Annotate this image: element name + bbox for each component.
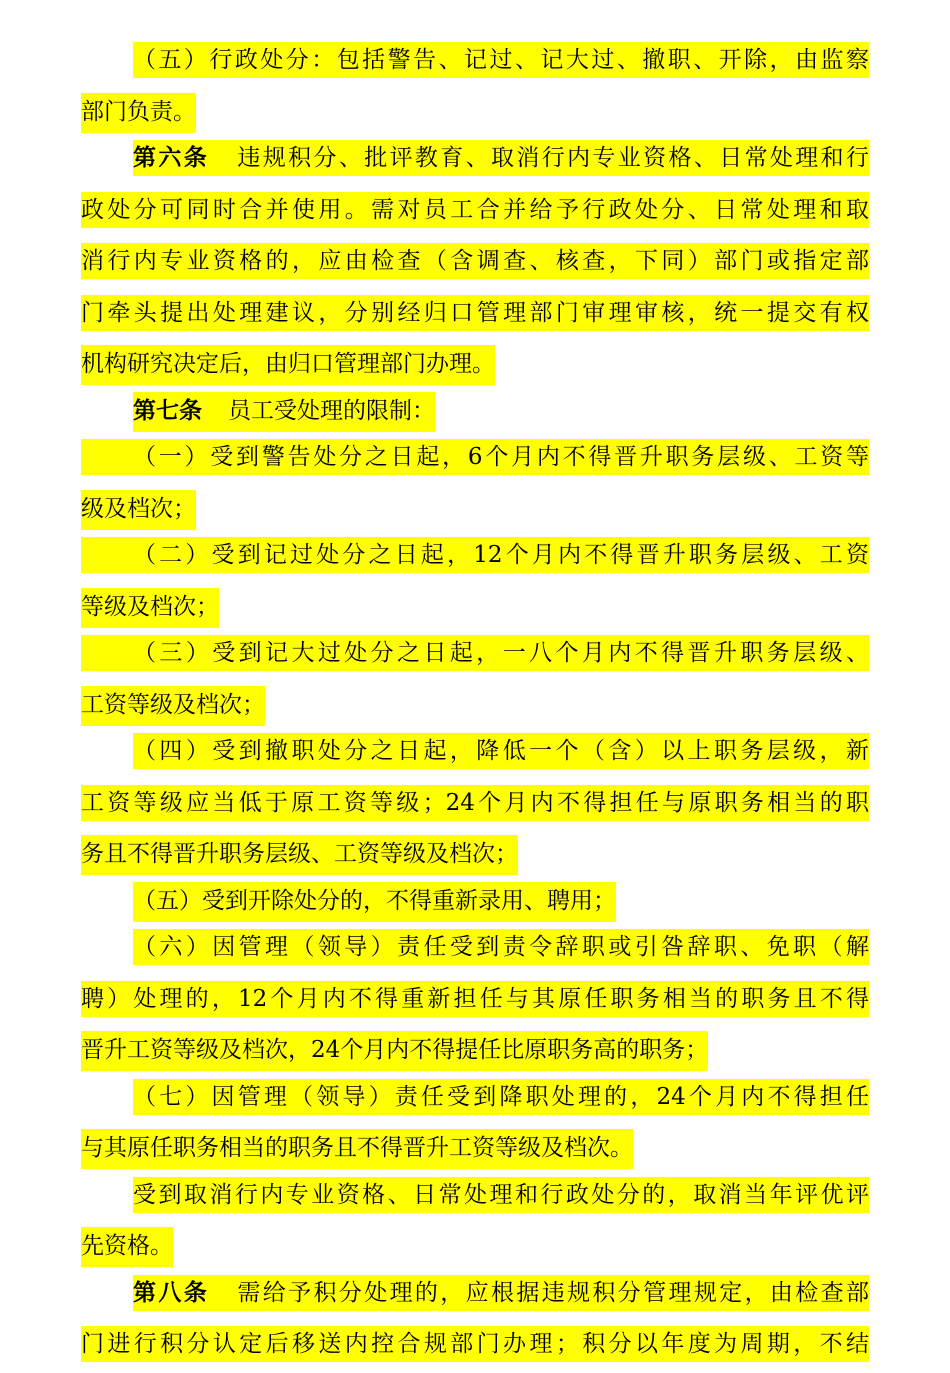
- paragraph-line: [81, 243, 869, 290]
- line-text: 门进行积分认定后移送内控合规部门办理；积分以年度为周期，不结: [81, 1326, 869, 1362]
- line-text: （三）受到记大过处分之日起，一八个月内不得晋升职务层级、: [81, 635, 869, 671]
- paragraph-line: [81, 537, 869, 584]
- line-text: 违规积分、批评教育、取消行内专业资格、日常处理和行: [235, 145, 870, 171]
- line-text: （五）行政处分：包括警告、记过、记大过、撤职、开除，由监察: [133, 42, 869, 78]
- line-text: 先资格。: [81, 1227, 173, 1267]
- paragraph-line: [81, 1326, 869, 1373]
- paragraph-line: [81, 785, 869, 832]
- line-text: 务且不得晋升职务层级、工资等级及档次；: [81, 835, 518, 875]
- paragraph-line: [81, 486, 869, 533]
- line-text: 工资等级应当低于原工资等级；24个月内不得担任与原职务相当的职: [81, 785, 869, 821]
- line-text: 工资等级及档次；: [81, 686, 265, 726]
- article-heading-line: [81, 1275, 869, 1322]
- paragraph-line: [81, 439, 869, 486]
- paragraph-line: [81, 733, 869, 780]
- line-text: 门牵头提出处理建议，分别经归口管理部门审理审核，统一提交有权: [81, 295, 869, 331]
- line-text: 等级及档次；: [81, 588, 219, 628]
- paragraph-line: [81, 341, 869, 388]
- paragraph-line: [81, 89, 869, 136]
- article-heading-line: [81, 388, 869, 435]
- line-text: 员工受处理的限制：: [228, 397, 435, 424]
- paragraph-line: [81, 295, 869, 342]
- line-text: 机构研究决定后，由归口管理部门办理。: [81, 345, 495, 385]
- paragraph-line: [81, 1223, 869, 1270]
- line-text: 部门负责。: [81, 93, 196, 133]
- paragraph-line: [81, 635, 869, 682]
- paragraph-line: [81, 1027, 869, 1074]
- article-number: 第七条: [133, 396, 202, 424]
- paragraph-line: [81, 1177, 869, 1224]
- line-text: （二）受到记过处分之日起，12个月内不得晋升职务层级、工资: [81, 537, 869, 573]
- line-text: 消行内专业资格的，应由检查（含调查、核查，下同）部门或指定部: [81, 243, 869, 279]
- line-text: 晋升工资等级及档次，24个月内不得提任比原职务高的职务；: [81, 1031, 708, 1071]
- line-text: 与其原任职务相当的职务且不得晋升工资等级及档次。: [81, 1129, 633, 1169]
- line-text: （一）受到警告处分之日起，6个月内不得晋升职务层级、工资等: [81, 439, 869, 475]
- paragraph-line: [81, 929, 869, 976]
- line-text: （六）因管理（领导）责任受到责令辞职或引咎辞职、免职（解: [133, 929, 869, 965]
- paragraph-line: [81, 192, 869, 239]
- article-number: 第八条: [133, 1278, 210, 1306]
- paragraph-line: [81, 584, 869, 631]
- article-heading-line: [81, 140, 869, 187]
- line-text: 级及档次；: [81, 490, 196, 530]
- paragraph-line: [81, 1079, 869, 1126]
- line-text: 需给予积分处理的，应根据违规积分管理规定，由检查部: [235, 1279, 870, 1306]
- line-text: （五）受到开除处分的，不得重新录用、聘用；: [133, 882, 616, 922]
- article-number: 第六条: [133, 144, 210, 171]
- paragraph-line: [81, 878, 869, 925]
- paragraph-line: [81, 1125, 869, 1172]
- paragraph-line: [81, 682, 869, 729]
- line-text: 聘）处理的，12个月内不得重新担任与其原任职务相当的职务且不得: [81, 981, 869, 1017]
- line-text: 政处分可同时合并使用。需对员工合并给予行政处分、日常处理和取: [81, 192, 869, 228]
- paragraph-line: [81, 981, 869, 1028]
- paragraph-line: [81, 831, 869, 878]
- document-page: [81, 37, 869, 1373]
- line-text: 受到取消行内专业资格、日常处理和行政处分的，取消当年评优评: [133, 1177, 869, 1213]
- paragraph-line: [81, 42, 869, 89]
- line-text: （四）受到撤职处分之日起，降低一个（含）以上职务层级，新: [133, 733, 869, 769]
- line-text: （七）因管理（领导）责任受到降职处理的，24个月内不得担任: [133, 1079, 869, 1115]
